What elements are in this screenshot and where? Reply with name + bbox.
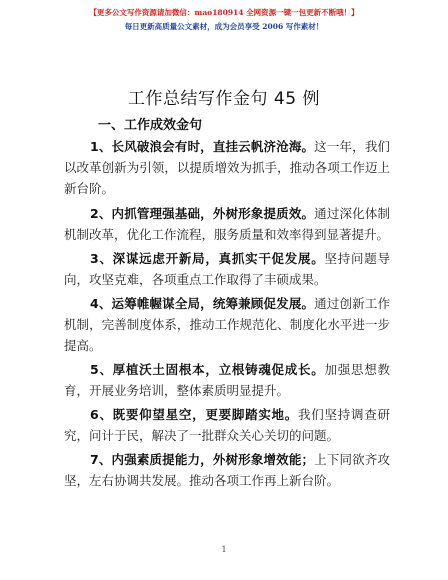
paragraph-7-lead: 7、内强素质提能力，外树形象增效能； <box>90 452 314 467</box>
promo-banner-line-2: 每日更新高质量公文素材，成为会员享受 2006 写作素材！ <box>124 22 324 31</box>
paragraph-4-lead: 4、运筹帷幄谋全局，统筹兼顾促发展。 <box>90 296 315 311</box>
paragraph-5-text: 加强思想教育，开展业务培训，整体素质明显提升。 <box>64 362 390 398</box>
section-heading: 一、工作成效金句 <box>98 118 203 133</box>
paragraph-1-text: 这一年，我们以改革创新为引领，以提质增效为抓手，推动各项工作迈上新台阶。 <box>64 139 390 196</box>
paragraph-2-lead: 2、内抓管理强基础，外树形象提质效。 <box>90 206 315 221</box>
paragraph-4-text: 通过创新工作机制，完善制度体系，推动工作规范化、制度化水平进一步提高。 <box>64 296 390 353</box>
paragraph-7 <box>64 449 390 491</box>
page-number: 1 <box>221 545 227 554</box>
paragraph-6-text: 我们坚持调查研究，问计于民，解决了一批群众关心关切的问题。 <box>64 407 390 443</box>
paragraph-1-lead: 1、长风破浪会有时，直挂云帆济沧海。 <box>90 139 315 154</box>
promo-banner <box>0 6 448 34</box>
paragraph-3-text: 坚持问题导向，攻坚克难，各项重点工作取得了丰硕成果。 <box>64 251 390 287</box>
paragraph-7-text: 上下同欲齐攻坚，左右协调共发展。推动各项工作再上新台阶。 <box>64 452 390 488</box>
paragraph-1 <box>64 136 390 199</box>
paragraph-3-lead: 3、深谋远虑开新局，真抓实干促发展。 <box>90 251 325 266</box>
paragraph-5-lead: 5、厚植沃土固根本，立根铸魂促成长。 <box>90 362 325 377</box>
paragraph-3 <box>64 248 390 290</box>
paragraph-5 <box>64 359 390 401</box>
paragraph-4 <box>64 293 390 356</box>
paragraph-6 <box>64 404 390 446</box>
paragraph-2 <box>64 203 390 245</box>
paragraph-6-lead: 6、既要仰望星空，更要脚踏实地。 <box>90 407 299 422</box>
document-title: 工作总结写作金句 45 例 <box>128 89 320 109</box>
paragraph-2-text: 通过深化体制机制改革，优化工作流程，服务质量和效率得到显著提升。 <box>64 206 390 242</box>
promo-banner-line-1: 【更多公文写作资源请加微信：mao180914 全网资源一键一包更新不断哦！】 <box>89 8 359 17</box>
